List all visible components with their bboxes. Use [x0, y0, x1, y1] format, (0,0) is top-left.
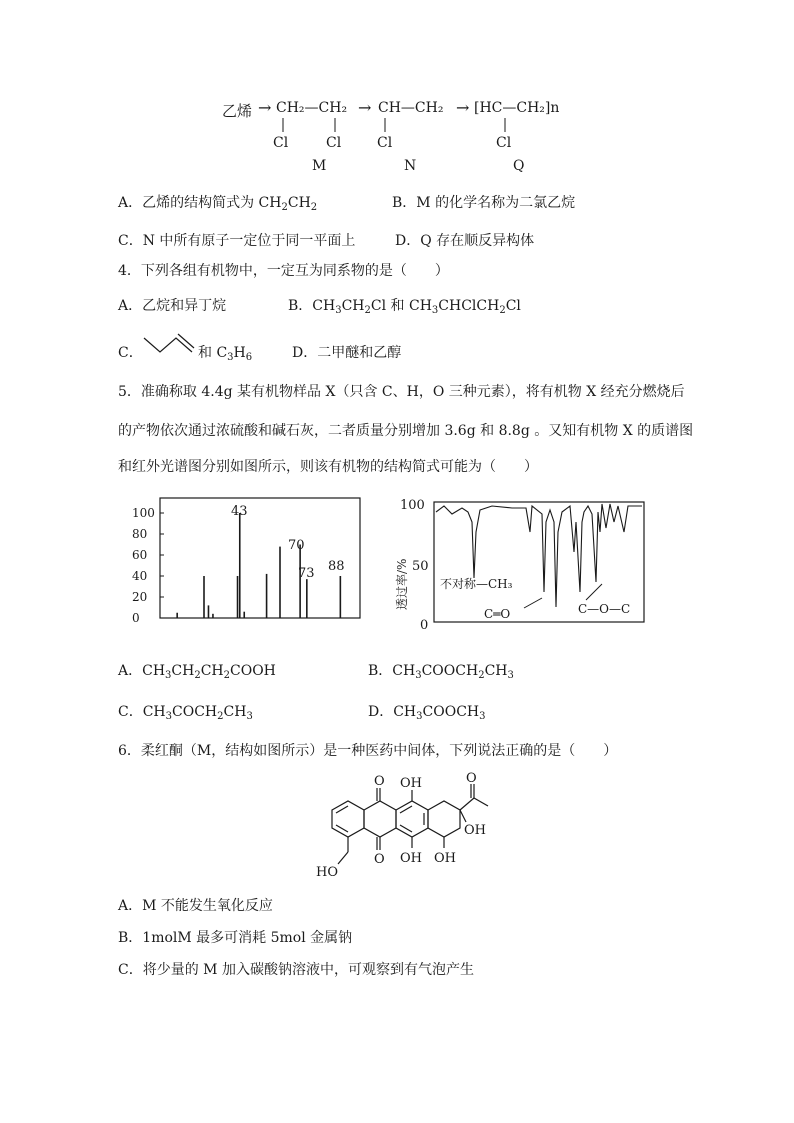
ms-ytick-label: 40: [132, 569, 148, 583]
q5-option-a: A．$CH_3CH_2CH_2COOH$: [118, 663, 276, 681]
cl-label: Cl: [377, 135, 393, 151]
q4-option-c-text: 和 $C_3H_6$: [198, 345, 253, 363]
ms-ytick-label: 0: [132, 611, 140, 625]
reaction-bonds: [0, 0, 794, 200]
q3-option-d: D．Q 存在顺反异构体: [395, 233, 535, 249]
peak-label-43: 43: [231, 504, 248, 519]
q4-option-a: A．乙烷和异丁烷: [118, 298, 227, 314]
ir-annotation-co: C═O: [484, 607, 511, 621]
ir-spectrum: [392, 492, 652, 634]
q3-option-c: C．N 中所有原子一定位于同一平面上: [118, 233, 356, 249]
cl-label: Cl: [273, 135, 289, 151]
reaction-start: 乙烯: [222, 102, 253, 120]
ir-ytick-50: 50: [412, 559, 429, 574]
peak-label-70: 70: [288, 538, 305, 553]
q5-line-1: 5．准确称取 4.4g 某有机物样品 X（只含 C、H，O 三种元素），将有机物 X 经充分燃烧后: [118, 384, 685, 400]
struct-o-acetyl: O: [466, 771, 477, 786]
q5-option-b: B．$CH_3COOCH_2CH_3$: [368, 663, 514, 681]
struct-o-bottom: O: [374, 852, 385, 867]
ms-ytick-label: 20: [132, 590, 148, 604]
struct-oh-top: OH: [400, 776, 422, 791]
arrow-3: →: [456, 98, 470, 117]
label-m: M: [312, 158, 327, 174]
label-q: Q: [513, 158, 525, 174]
ir-annotation-coc: C—O—C: [578, 602, 631, 616]
struct-o-top: O: [374, 774, 385, 789]
mass-spectrum-y-ticks: [132, 506, 164, 625]
q5-line-3: 和红外光谱图分别如图所示，则该有机物的结构简式可能为（ ）: [118, 459, 538, 475]
ms-ytick-label: 100: [132, 506, 155, 520]
daunomycinone-structure: [312, 768, 512, 883]
q4-option-d: D．二甲醚和乙醇: [292, 345, 402, 361]
q6-option-c: C．将少量的 M 加入碳酸钠溶液中，可观察到有气泡产生: [118, 962, 474, 978]
cl-label: Cl: [496, 135, 512, 151]
reaction-q-formula: [HC—CH₂]n: [474, 100, 560, 116]
mass-spectrum-frame: [160, 498, 360, 618]
mass-spectrum-peaks: [177, 513, 340, 618]
ms-ytick-label: 80: [132, 527, 148, 541]
ms-ytick-label: 60: [132, 548, 148, 562]
q4-option-c: C．: [118, 345, 143, 361]
reaction-m-formula: CH₂—CH₂: [276, 100, 348, 116]
propene-skeletal: [140, 328, 200, 358]
q4-stem: 4．下列各组有机物中，一定互为同系物的是（ ）: [118, 263, 449, 279]
q3-option-a: A．乙烯的结构简式为 $CH_2CH_2$: [118, 195, 318, 213]
q3-option-b: B．M 的化学名称为二氯乙烷: [392, 195, 576, 211]
struct-oh-ring-d: OH: [434, 851, 456, 866]
peak-label-73: 73: [298, 566, 315, 581]
struct-oh-right: OH: [464, 823, 486, 838]
arrow-2: →: [358, 98, 372, 117]
q6-option-a: A．M 不能发生氧化反应: [118, 898, 273, 914]
ir-curve: [436, 504, 642, 607]
q5-option-c: C．$CH_3COCH_2CH_3$: [118, 704, 253, 722]
arrow-1: →: [258, 98, 272, 117]
ir-annotation-ch3: 不对称—CH₃: [440, 577, 513, 591]
cl-label: Cl: [326, 135, 342, 151]
struct-ho: HO: [316, 865, 338, 880]
q6-stem: 6．柔红酮（M，结构如图所示）是一种医药中间体，下列说法正确的是（ ）: [118, 743, 618, 759]
ir-ytick-0: 0: [420, 618, 429, 633]
q6-option-b: B．1molM 最多可消耗 5mol 金属钠: [118, 930, 353, 946]
q4-option-b: B．$CH_3CH_2Cl$ 和 $CH_3CHClCH_2Cl$: [288, 298, 521, 316]
struct-oh-bottom: OH: [400, 851, 422, 866]
mass-spectrum: [130, 495, 370, 630]
ir-ylabel: 透过率/%: [395, 558, 409, 610]
reaction-n-formula: CH—CH₂: [378, 100, 444, 116]
ir-ytick-100: 100: [400, 498, 425, 513]
label-n: N: [404, 158, 417, 174]
q5-option-d: D．$CH_3COOCH_3$: [368, 704, 486, 722]
q5-line-2: 的产物依次通过浓硫酸和碱石灰，二者质量分别增加 3.6g 和 8.8g 。又知有机物 X 的质谱图: [118, 423, 694, 439]
peak-label-88: 88: [328, 559, 345, 574]
